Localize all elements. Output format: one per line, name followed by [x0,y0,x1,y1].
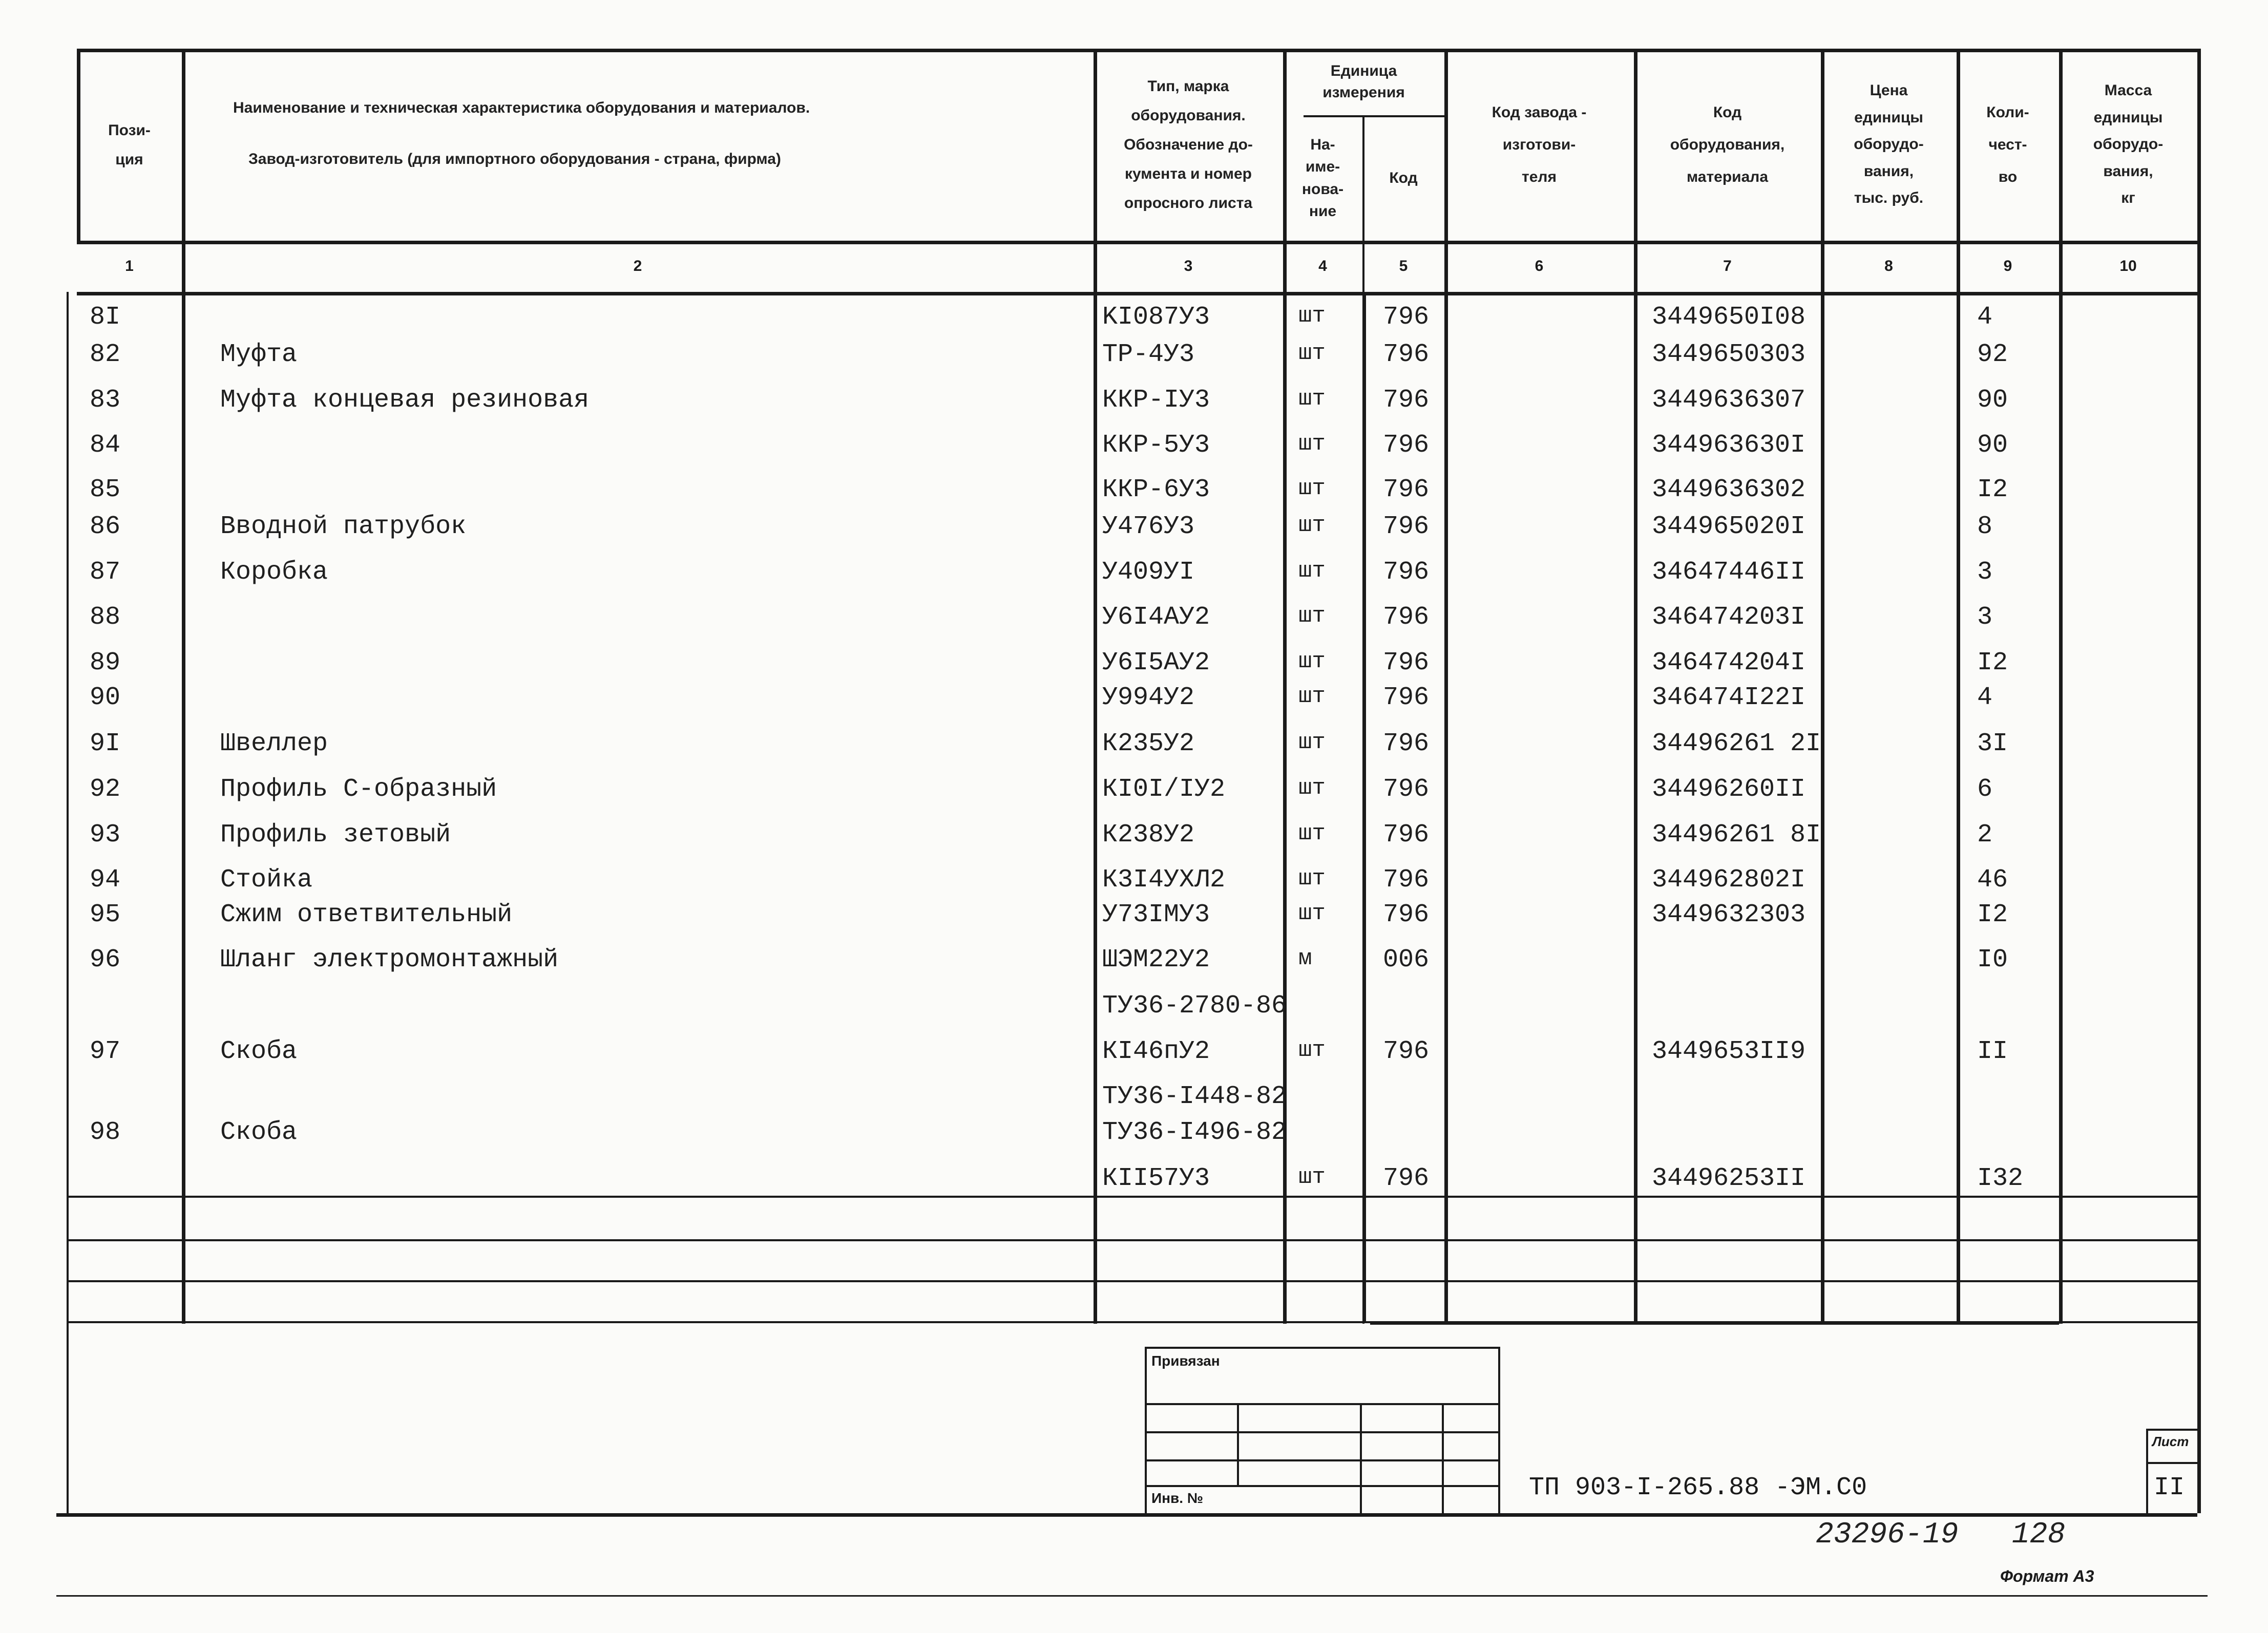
header-factory-code: Код завода - изготови- теля [1492,104,1587,185]
format-label: Формат А3 [2000,1567,2094,1585]
column-number: 2 [633,258,642,274]
cell-qty: 3I [1977,729,2008,758]
cell-name: Профиль С-образный [220,775,497,804]
cell-name: Шланг электромонтажный [220,945,559,974]
cell-code: 796 [1383,683,1430,712]
cell-name: Швеллер [220,729,328,758]
cell-code: 796 [1383,475,1430,504]
cell-equip-code: 3449636302 [1652,475,1806,504]
cell-pos: 86 [90,512,121,541]
cell-unit: шт [1298,730,1326,755]
column-number: 1 [125,258,134,274]
cell-qty: 3 [1977,603,1993,632]
cell-type: У994У2 [1102,683,1195,712]
cell-qty: I2 [1977,648,2008,677]
cell-code: 796 [1383,386,1430,415]
cell-equip-code: 344962802I [1652,865,1806,895]
sheet-label: Лист [2152,1434,2189,1449]
header-unit-name: На- име- нова- ние [1301,136,1344,220]
header-unit-group: Единица измерения [1322,62,1405,101]
cell-qty: 92 [1977,340,2008,369]
column-number: 8 [1884,258,1893,274]
cell-name: Сжим ответвительный [220,900,513,929]
cell-pos: 82 [90,340,121,369]
cell-unit: шт [1298,476,1326,501]
sheet-number: II [2154,1473,2185,1502]
cell-equip-code: 3449632303 [1652,900,1806,929]
cell-type: У409УI [1102,558,1195,587]
cell-equip-code: 344965020I [1652,512,1806,541]
cell-type: ТУ36-2780-86 [1102,991,1287,1021]
cell-pos: 90 [90,683,121,712]
cell-pos: 94 [90,865,121,895]
cell-unit: шт [1298,775,1326,801]
cell-unit: шт [1298,386,1326,412]
cell-type: KI087У3 [1102,303,1210,332]
cell-type: К235У2 [1102,729,1195,758]
header-price: Цена единицы оборудо- вания, тыс. руб. [1854,82,1924,207]
cell-code: 796 [1383,603,1430,632]
cell-type: ШЭМ22У2 [1102,945,1210,974]
cell-name: Стойка [220,865,313,895]
cell-type: КI46пУ2 [1102,1037,1210,1066]
cell-type: ККР-IУ3 [1102,386,1210,415]
cell-unit: шт [1298,1037,1326,1063]
cell-qty: 90 [1977,386,2008,415]
cell-qty: 4 [1977,683,1993,712]
cell-qty: I32 [1977,1164,2024,1193]
cell-type: К238У2 [1102,820,1195,850]
column-number: 7 [1723,258,1732,274]
cell-pos: 85 [90,475,121,504]
cell-type: У476У3 [1102,512,1195,541]
cell-type: У6I4АУ2 [1102,603,1210,632]
cell-unit: шт [1298,821,1326,846]
cell-type: У73IМУ3 [1102,900,1210,929]
cell-pos: 88 [90,603,121,632]
cell-unit: шт [1298,1164,1326,1190]
cell-unit: шт [1298,513,1326,538]
cell-pos: 87 [90,558,121,587]
cell-equip-code: 3449650I08 [1652,303,1806,332]
cell-type: У6I5АУ2 [1102,648,1210,677]
cell-pos: 96 [90,945,121,974]
header-name-line1: Наименование и техническая характеристика оборудования и материалов. [233,99,810,116]
cell-name: Вводной патрубок [220,512,467,541]
cell-qty: 90 [1977,431,2008,460]
cell-type: КII57У3 [1102,1164,1210,1193]
cell-qty: 2 [1977,820,1993,850]
cell-pos: 89 [90,648,121,677]
cell-qty: 46 [1977,865,2008,895]
cell-unit: шт [1298,558,1326,584]
cell-qty: 3 [1977,558,1993,587]
cell-pos: 9I [90,729,121,758]
cell-pos: 92 [90,775,121,804]
header-unit-code: Код [1389,169,1418,186]
document-code: ТП 903-I-265.88 -ЭМ.С0 [1529,1473,1867,1502]
header-position: Пози- ция [108,121,151,168]
column-number: 3 [1184,258,1193,274]
attached-label: Привязан [1151,1353,1220,1369]
cell-code: 796 [1383,775,1430,804]
cell-pos: 83 [90,386,121,415]
cell-equip-code: 3449636307 [1652,386,1806,415]
cell-type: КI0I/IУ2 [1102,775,1226,804]
cell-pos: 98 [90,1118,121,1147]
cell-name: Профиль зетовый [220,820,451,850]
cell-code: 006 [1383,945,1430,974]
cell-name: Коробка [220,558,328,587]
cell-code: 796 [1383,648,1430,677]
header-type: Тип, марка оборудования. Обозначение до- кумента и номер опросного листа [1124,78,1253,211]
cell-qty: 6 [1977,775,1993,804]
cell-code: 796 [1383,340,1430,369]
handwritten-archive-number: 23296-19 128 [1816,1518,2066,1552]
cell-qty: I2 [1977,900,2008,929]
header-mass: Масса единицы оборудо- вания, кг [2093,82,2164,207]
cell-qty: 8 [1977,512,1993,541]
cell-unit: шт [1298,303,1326,329]
cell-name: Скоба [220,1037,298,1066]
cell-equip-code: 346474204I [1652,648,1806,677]
inventory-number-label: Инв. № [1151,1490,1204,1506]
cell-equip-code: 34647446II [1652,558,1806,587]
cell-qty: I2 [1977,475,2008,504]
cell-code: 796 [1383,1164,1430,1193]
cell-pos: 8I [90,303,121,332]
cell-type: ККР-5У3 [1102,431,1210,460]
cell-unit: шт [1298,431,1326,457]
cell-name: Муфта концевая резиновая [220,386,590,415]
cell-unit: шт [1298,684,1326,709]
header-equipment-code: Код оборудования, материала [1670,104,1785,185]
cell-name: Скоба [220,1118,298,1147]
cell-code: 796 [1383,1037,1430,1066]
cell-code: 796 [1383,303,1430,332]
cell-code: 796 [1383,431,1430,460]
cell-code: 796 [1383,512,1430,541]
cell-equip-code: 3449650303 [1652,340,1806,369]
cell-equip-code: 344963630I [1652,431,1806,460]
cell-equip-code: 34496261 8I [1652,820,1821,850]
cell-code: 796 [1383,820,1430,850]
cell-name: Муфта [220,340,298,369]
cell-unit: шт [1298,603,1326,629]
cell-equip-code: 3449653II9 [1652,1037,1806,1066]
cell-code: 796 [1383,900,1430,929]
cell-qty: 4 [1977,303,1993,332]
cell-pos: 95 [90,900,121,929]
column-number: 6 [1535,258,1544,274]
header-quantity: Коли- чест- во [1986,104,2029,185]
cell-unit: м [1298,946,1312,971]
cell-type: ТР-4У3 [1102,340,1195,369]
cell-unit: шт [1298,901,1326,926]
cell-code: 796 [1383,558,1430,587]
column-number: 10 [2119,258,2137,274]
header-name-line2: Завод-изготовитель (для импортного оборудования - страна, фирма) [248,150,781,167]
column-number: 9 [2003,258,2012,274]
cell-code: 796 [1383,865,1430,895]
cell-equip-code: 346474I22I [1652,683,1806,712]
cell-qty: I0 [1977,945,2008,974]
cell-equip-code: 34496261 2I [1652,729,1821,758]
cell-equip-code: 346474203I [1652,603,1806,632]
column-number: 4 [1318,258,1327,274]
cell-unit: шт [1298,649,1326,674]
cell-pos: 84 [90,431,121,460]
cell-type: ТУ36-I448-82 [1102,1082,1287,1111]
column-number: 5 [1399,258,1408,274]
cell-pos: 93 [90,820,121,850]
cell-code: 796 [1383,729,1430,758]
cell-pos: 97 [90,1037,121,1066]
cell-type: К3I4УХЛ2 [1102,865,1226,895]
cell-unit: шт [1298,866,1326,892]
cell-equip-code: 34496260II [1652,775,1806,804]
cell-qty: II [1977,1037,2008,1066]
cell-unit: шт [1298,341,1326,366]
cell-equip-code: 34496253II [1652,1164,1806,1193]
cell-type: ККР-6У3 [1102,475,1210,504]
cell-type: ТУ36-I496-82 [1102,1118,1287,1147]
